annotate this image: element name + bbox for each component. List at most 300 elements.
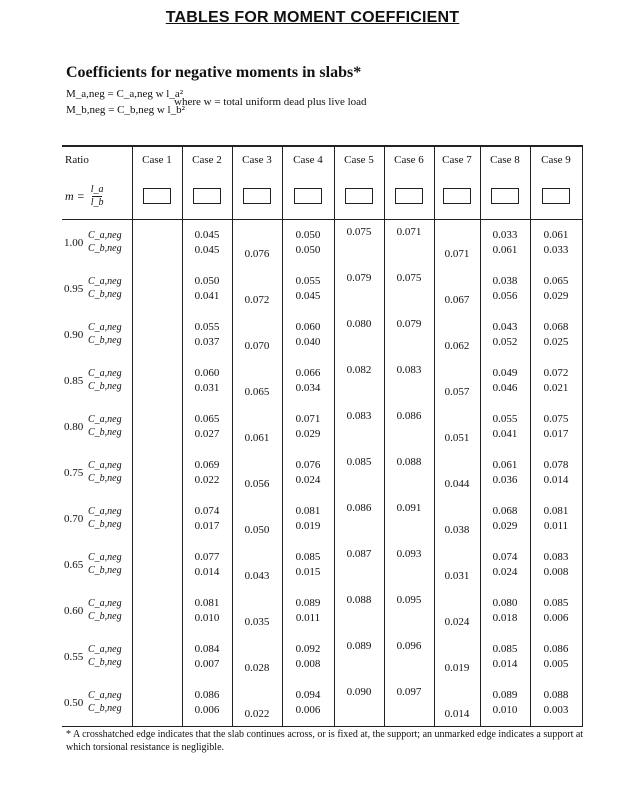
ratio-value: 0.95 bbox=[64, 283, 84, 295]
footnote: * A crosshatched edge indicates that the slab continues across, or is fixed at, the support; an unmarked edge indicates a support at which torsional resistance is negligible. bbox=[66, 729, 584, 753]
table-row bbox=[62, 588, 582, 634]
case-9-cell-a: 0.072 bbox=[543, 367, 569, 379]
case-3-cell bbox=[233, 634, 282, 680]
case-3-cell bbox=[233, 220, 282, 266]
case-9-cell-a: 0.085 bbox=[543, 597, 569, 609]
slab-case-4-icon bbox=[294, 188, 322, 204]
table-row bbox=[62, 220, 582, 267]
case-9-cell-b: 0.017 bbox=[543, 428, 569, 440]
ratio-value: 0.90 bbox=[64, 329, 84, 341]
case-5-cell bbox=[335, 588, 384, 634]
case-5-cell bbox=[335, 312, 384, 358]
case-4-cell-a: 0.094 bbox=[295, 689, 321, 701]
ca-neg-label: C_a,neg bbox=[88, 506, 122, 517]
moment-formulas bbox=[66, 86, 185, 118]
case-8-cell-a: 0.068 bbox=[492, 505, 518, 517]
case-3-cell-value: 0.028 bbox=[244, 662, 270, 674]
case-1-cell bbox=[133, 266, 182, 312]
case-4-cell-b: 0.040 bbox=[295, 336, 321, 348]
case-7-cell-value: 0.031 bbox=[444, 570, 470, 582]
table-row bbox=[62, 266, 582, 312]
case-8-cell bbox=[481, 588, 530, 634]
case-4-header: Case 4 bbox=[282, 146, 334, 173]
case-6-cell bbox=[385, 634, 434, 680]
case-4-cell bbox=[283, 634, 334, 680]
case-6-header: Case 6 bbox=[384, 146, 434, 173]
case-8-cell bbox=[481, 634, 530, 680]
case-7-cell-value: 0.038 bbox=[444, 524, 470, 536]
case-4-cell bbox=[283, 542, 334, 588]
case-8-cell bbox=[481, 680, 530, 726]
coef-labels bbox=[88, 597, 122, 623]
case-6-cell-value: 0.088 bbox=[396, 456, 422, 468]
ca-neg-label: C_a,neg bbox=[88, 230, 122, 241]
case-8-cell-b: 0.018 bbox=[492, 612, 518, 624]
coef-labels bbox=[88, 275, 122, 301]
case-7-cell-value: 0.051 bbox=[444, 432, 470, 444]
case-4-cell-a: 0.092 bbox=[295, 643, 321, 655]
case-9-cell bbox=[531, 358, 582, 404]
case-2-cell-a: 0.077 bbox=[194, 551, 220, 563]
case-5-cell-value: 0.080 bbox=[346, 318, 372, 330]
case-5-cell bbox=[335, 496, 384, 542]
table-subtitle: Coefficients for negative moments in slabs* bbox=[66, 64, 362, 81]
case-3-cell bbox=[233, 266, 282, 312]
case-7-cell-value: 0.044 bbox=[444, 478, 470, 490]
case-9-cell-b: 0.025 bbox=[543, 336, 569, 348]
case-5-cell-value: 0.075 bbox=[346, 226, 372, 238]
cb-neg-label: C_b,neg bbox=[88, 289, 122, 300]
case-4-cell bbox=[283, 680, 334, 726]
case-9-cell-a: 0.065 bbox=[543, 275, 569, 287]
case-8-cell-a: 0.038 bbox=[492, 275, 518, 287]
ratio-value: 0.80 bbox=[64, 421, 84, 433]
ratio-cell bbox=[62, 680, 132, 726]
coefficient-table bbox=[62, 145, 583, 727]
ca-neg-label: C_a,neg bbox=[88, 598, 122, 609]
cb-neg-label: C_b,neg bbox=[88, 519, 122, 530]
case-3-cell-value: 0.022 bbox=[244, 708, 270, 720]
slab-case-3-icon bbox=[243, 188, 271, 204]
case-7-cell-value: 0.019 bbox=[444, 662, 470, 674]
case-2-cell bbox=[183, 358, 232, 404]
case-5-cell-value: 0.089 bbox=[346, 640, 372, 652]
case-6-cell bbox=[385, 358, 434, 404]
case-2-cell-b: 0.010 bbox=[194, 612, 220, 624]
case-2-cell-a: 0.050 bbox=[194, 275, 220, 287]
case-9-cell-a: 0.075 bbox=[543, 413, 569, 425]
case-1-cell bbox=[133, 588, 182, 634]
case-3-cell-value: 0.070 bbox=[244, 340, 270, 352]
case-9-cell bbox=[531, 266, 582, 312]
case-3-cell-value: 0.043 bbox=[244, 570, 270, 582]
case-6-cell-value: 0.095 bbox=[396, 594, 422, 606]
case-2-cell bbox=[183, 266, 232, 312]
case-2-cell-a: 0.055 bbox=[194, 321, 220, 333]
slab-case-6-icon bbox=[395, 188, 423, 204]
ratio-cell bbox=[62, 588, 132, 634]
case-4-cell bbox=[283, 220, 334, 266]
cb-neg-label: C_b,neg bbox=[88, 427, 122, 438]
ratio-value: 0.70 bbox=[64, 513, 84, 525]
case-3-cell-value: 0.072 bbox=[244, 294, 270, 306]
case-6-cell bbox=[385, 542, 434, 588]
case-6-cell-value: 0.097 bbox=[396, 686, 422, 698]
page-title: TABLES FOR MOMENT COEFFICIENT bbox=[165, 9, 460, 26]
case-4-cell bbox=[283, 312, 334, 358]
case-8-cell-b: 0.029 bbox=[492, 520, 518, 532]
case-8-cell bbox=[481, 542, 530, 588]
table-row bbox=[62, 450, 582, 496]
ratio-cell bbox=[62, 266, 132, 312]
case-4-cell bbox=[283, 496, 334, 542]
case-8-cell-a: 0.089 bbox=[492, 689, 518, 701]
ratio-cell bbox=[62, 634, 132, 680]
ratio-fraction bbox=[91, 185, 104, 208]
case-8-cell-b: 0.041 bbox=[492, 428, 518, 440]
table-row bbox=[62, 404, 582, 450]
case-9-cell-a: 0.081 bbox=[543, 505, 569, 517]
case-3-cell bbox=[233, 496, 282, 542]
case-8-cell bbox=[481, 496, 530, 542]
ratio-value: 0.65 bbox=[64, 559, 84, 571]
case-9-cell-a: 0.086 bbox=[543, 643, 569, 655]
ratio-cell bbox=[62, 542, 132, 588]
case-6-cell-value: 0.079 bbox=[396, 318, 422, 330]
coef-labels bbox=[88, 643, 122, 669]
case-4-cell bbox=[283, 450, 334, 496]
case-5-cell bbox=[335, 680, 384, 726]
case-3-cell bbox=[233, 404, 282, 450]
case-6-cell bbox=[385, 312, 434, 358]
case-2-cell-b: 0.022 bbox=[194, 474, 220, 486]
case-9-cell-b: 0.014 bbox=[543, 474, 569, 486]
case-9-cell-b: 0.033 bbox=[543, 244, 569, 256]
ca-neg-label: C_a,neg bbox=[88, 368, 122, 379]
case-8-cell-a: 0.049 bbox=[492, 367, 518, 379]
coef-labels bbox=[88, 413, 122, 439]
case-4-cell-b: 0.024 bbox=[295, 474, 321, 486]
formula-b: M_b,neg = C_b,neg w l_b² bbox=[66, 104, 185, 116]
ca-neg-label: C_a,neg bbox=[88, 644, 122, 655]
coef-labels bbox=[88, 459, 122, 485]
case-3-cell-value: 0.065 bbox=[244, 386, 270, 398]
case-3-cell bbox=[233, 588, 282, 634]
ratio-header: Ratio bbox=[62, 146, 132, 173]
case-4-cell bbox=[283, 404, 334, 450]
cb-neg-label: C_b,neg bbox=[88, 473, 122, 484]
case-7-cell-value: 0.071 bbox=[444, 248, 470, 260]
ratio-value: 0.55 bbox=[64, 651, 84, 663]
ratio-cell bbox=[62, 358, 132, 404]
case-2-cell-b: 0.031 bbox=[194, 382, 220, 394]
case-9-cell bbox=[531, 542, 582, 588]
cb-neg-label: C_b,neg bbox=[88, 703, 122, 714]
case-9-cell-b: 0.021 bbox=[543, 382, 569, 394]
slab-case-1-icon bbox=[143, 188, 171, 204]
case-1-cell bbox=[133, 220, 182, 266]
cb-neg-label: C_b,neg bbox=[88, 657, 122, 668]
case-7-cell bbox=[435, 634, 480, 680]
case-9-cell-b: 0.006 bbox=[543, 612, 569, 624]
case-4-cell-a: 0.076 bbox=[295, 459, 321, 471]
case-9-cell bbox=[531, 450, 582, 496]
slab-case-9-icon bbox=[542, 188, 570, 204]
case-9-cell bbox=[531, 680, 582, 726]
case-2-cell bbox=[183, 404, 232, 450]
case-8-cell-b: 0.052 bbox=[492, 336, 518, 348]
case-5-cell-value: 0.090 bbox=[346, 686, 372, 698]
case-1-cell bbox=[133, 358, 182, 404]
case-6-cell bbox=[385, 266, 434, 312]
table-row bbox=[62, 358, 582, 404]
case-7-cell bbox=[435, 680, 480, 726]
case-5-cell bbox=[335, 266, 384, 312]
case-4-cell-b: 0.006 bbox=[295, 704, 321, 716]
case-3-cell-value: 0.035 bbox=[244, 616, 270, 628]
case-4-cell-b: 0.029 bbox=[295, 428, 321, 440]
case-6-cell-value: 0.093 bbox=[396, 548, 422, 560]
case-2-cell-b: 0.045 bbox=[194, 244, 220, 256]
case-2-cell-b: 0.006 bbox=[194, 704, 220, 716]
case-6-cell bbox=[385, 680, 434, 726]
case-7-header: Case 7 bbox=[434, 146, 480, 173]
coef-labels bbox=[88, 689, 122, 715]
case-7-cell bbox=[435, 312, 480, 358]
case-7-cell bbox=[435, 404, 480, 450]
case-8-cell-b: 0.036 bbox=[492, 474, 518, 486]
case-5-cell-value: 0.083 bbox=[346, 410, 372, 422]
case-8-cell bbox=[481, 450, 530, 496]
case-9-cell bbox=[531, 496, 582, 542]
case-3-cell bbox=[233, 680, 282, 726]
where-note: where w = total uniform dead plus live load bbox=[174, 96, 367, 108]
case-8-cell-a: 0.085 bbox=[492, 643, 518, 655]
case-4-cell-a: 0.071 bbox=[295, 413, 321, 425]
case-3-cell-value: 0.050 bbox=[244, 524, 270, 536]
table-row bbox=[62, 680, 582, 727]
case-4-cell-a: 0.055 bbox=[295, 275, 321, 287]
case-3-cell bbox=[233, 312, 282, 358]
case-9-cell-a: 0.083 bbox=[543, 551, 569, 563]
case-2-cell bbox=[183, 542, 232, 588]
case-5-cell-value: 0.079 bbox=[346, 272, 372, 284]
case-5-cell bbox=[335, 634, 384, 680]
case-1-cell bbox=[133, 634, 182, 680]
ratio-value: 0.85 bbox=[64, 375, 84, 387]
case-8-cell-b: 0.024 bbox=[492, 566, 518, 578]
ratio-cell bbox=[62, 496, 132, 542]
cb-neg-label: C_b,neg bbox=[88, 381, 122, 392]
case-7-cell bbox=[435, 542, 480, 588]
case-9-cell-b: 0.011 bbox=[543, 520, 569, 532]
case-4-cell bbox=[283, 588, 334, 634]
case-9-cell-b: 0.003 bbox=[543, 704, 569, 716]
case-3-cell-value: 0.061 bbox=[244, 432, 270, 444]
coef-labels bbox=[88, 321, 122, 347]
cb-neg-label: C_b,neg bbox=[88, 335, 122, 346]
case-8-cell bbox=[481, 220, 530, 266]
case-4-cell-b: 0.050 bbox=[295, 244, 321, 256]
case-9-cell-b: 0.008 bbox=[543, 566, 569, 578]
case-9-cell-a: 0.078 bbox=[543, 459, 569, 471]
fraction-numerator: l_a bbox=[90, 183, 104, 195]
slab-case-8-icon bbox=[491, 188, 519, 204]
table-row bbox=[62, 542, 582, 588]
case-1-cell bbox=[133, 404, 182, 450]
case-9-header: Case 9 bbox=[530, 146, 582, 173]
case-4-cell bbox=[283, 266, 334, 312]
formula-a: M_a,neg = C_a,neg w l_a² bbox=[66, 88, 184, 100]
case-2-cell bbox=[183, 450, 232, 496]
case-9-cell bbox=[531, 588, 582, 634]
ratio-value: 0.50 bbox=[64, 697, 84, 709]
case-2-cell-b: 0.017 bbox=[194, 520, 220, 532]
case-4-cell-b: 0.011 bbox=[295, 612, 321, 624]
case-2-cell-b: 0.037 bbox=[194, 336, 220, 348]
slab-case-7-icon bbox=[443, 188, 471, 204]
ratio-value: 1.00 bbox=[64, 237, 84, 249]
case-4-cell-a: 0.085 bbox=[295, 551, 321, 563]
case-2-cell bbox=[183, 634, 232, 680]
ca-neg-label: C_a,neg bbox=[88, 552, 122, 563]
case-1-cell bbox=[133, 542, 182, 588]
case-2-cell-a: 0.045 bbox=[194, 229, 220, 241]
case-8-cell bbox=[481, 404, 530, 450]
case-2-cell bbox=[183, 496, 232, 542]
table-row bbox=[62, 496, 582, 542]
case-7-cell bbox=[435, 220, 480, 266]
case-5-cell bbox=[335, 220, 384, 266]
case-5-cell-value: 0.088 bbox=[346, 594, 372, 606]
case-4-cell-a: 0.066 bbox=[295, 367, 321, 379]
coef-labels bbox=[88, 551, 122, 577]
case-9-cell-b: 0.029 bbox=[543, 290, 569, 302]
case-diagram-row bbox=[62, 173, 582, 220]
case-2-cell bbox=[183, 312, 232, 358]
case-6-cell-value: 0.071 bbox=[396, 226, 422, 238]
ratio-cell bbox=[62, 450, 132, 496]
case-2-header: Case 2 bbox=[182, 146, 232, 173]
case-4-cell-b: 0.034 bbox=[295, 382, 321, 394]
case-8-cell-a: 0.033 bbox=[492, 229, 518, 241]
case-3-cell bbox=[233, 358, 282, 404]
case-4-cell-b: 0.045 bbox=[295, 290, 321, 302]
slab-case-2-icon bbox=[193, 188, 221, 204]
fraction-denominator: l_b bbox=[90, 196, 104, 208]
m-label: m = bbox=[65, 188, 85, 203]
ratio-cell bbox=[62, 404, 132, 450]
ratio-value: 0.60 bbox=[64, 605, 84, 617]
case-1-cell bbox=[133, 312, 182, 358]
case-8-cell-a: 0.080 bbox=[492, 597, 518, 609]
case-5-cell bbox=[335, 542, 384, 588]
case-2-cell-a: 0.074 bbox=[194, 505, 220, 517]
case-8-cell-b: 0.014 bbox=[492, 658, 518, 670]
case-7-cell-value: 0.014 bbox=[444, 708, 470, 720]
ca-neg-label: C_a,neg bbox=[88, 322, 122, 333]
case-6-cell bbox=[385, 220, 434, 266]
ratio-cell bbox=[62, 220, 132, 266]
case-2-cell bbox=[183, 588, 232, 634]
ca-neg-label: C_a,neg bbox=[88, 414, 122, 425]
case-6-cell-value: 0.091 bbox=[396, 502, 422, 514]
case-6-cell bbox=[385, 588, 434, 634]
case-8-cell-b: 0.056 bbox=[492, 290, 518, 302]
cb-neg-label: C_b,neg bbox=[88, 565, 122, 576]
coef-labels bbox=[88, 367, 122, 393]
case-3-cell bbox=[233, 542, 282, 588]
ca-neg-label: C_a,neg bbox=[88, 460, 122, 471]
case-8-cell-b: 0.010 bbox=[492, 704, 518, 716]
case-7-cell-value: 0.067 bbox=[444, 294, 470, 306]
coef-labels bbox=[88, 505, 122, 531]
table-row bbox=[62, 634, 582, 680]
case-2-cell-b: 0.027 bbox=[194, 428, 220, 440]
case-8-cell-a: 0.043 bbox=[492, 321, 518, 333]
case-3-header: Case 3 bbox=[232, 146, 282, 173]
case-2-cell-a: 0.084 bbox=[194, 643, 220, 655]
table-row bbox=[62, 312, 582, 358]
case-1-cell bbox=[133, 450, 182, 496]
case-4-cell-a: 0.089 bbox=[295, 597, 321, 609]
case-6-cell-value: 0.096 bbox=[396, 640, 422, 652]
ratio-definition bbox=[62, 185, 132, 208]
case-7-cell-value: 0.024 bbox=[444, 616, 470, 628]
case-4-cell bbox=[283, 358, 334, 404]
case-7-cell-value: 0.062 bbox=[444, 340, 470, 352]
case-6-cell-value: 0.083 bbox=[396, 364, 422, 376]
case-9-cell-a: 0.068 bbox=[543, 321, 569, 333]
case-2-cell bbox=[183, 220, 232, 266]
case-8-cell bbox=[481, 358, 530, 404]
case-5-cell-value: 0.087 bbox=[346, 548, 372, 560]
case-5-cell-value: 0.086 bbox=[346, 502, 372, 514]
ca-neg-label: C_a,neg bbox=[88, 690, 122, 701]
slab-case-5-icon bbox=[345, 188, 373, 204]
case-8-cell-a: 0.061 bbox=[492, 459, 518, 471]
case-3-cell-value: 0.076 bbox=[244, 248, 270, 260]
case-5-cell-value: 0.085 bbox=[346, 456, 372, 468]
case-7-cell bbox=[435, 588, 480, 634]
case-6-cell bbox=[385, 496, 434, 542]
case-9-cell bbox=[531, 404, 582, 450]
case-7-cell-value: 0.057 bbox=[444, 386, 470, 398]
case-8-cell-a: 0.074 bbox=[492, 551, 518, 563]
case-2-cell bbox=[183, 680, 232, 726]
case-4-cell-b: 0.019 bbox=[295, 520, 321, 532]
case-1-cell bbox=[133, 496, 182, 542]
ratio-value: 0.75 bbox=[64, 467, 84, 479]
case-4-cell-a: 0.081 bbox=[295, 505, 321, 517]
case-6-cell-value: 0.075 bbox=[396, 272, 422, 284]
case-7-cell bbox=[435, 358, 480, 404]
case-8-cell-b: 0.046 bbox=[492, 382, 518, 394]
cb-neg-label: C_b,neg bbox=[88, 243, 122, 254]
case-2-cell-a: 0.065 bbox=[194, 413, 220, 425]
case-8-cell bbox=[481, 312, 530, 358]
case-9-cell-a: 0.061 bbox=[543, 229, 569, 241]
case-6-cell bbox=[385, 450, 434, 496]
coef-labels bbox=[88, 229, 122, 255]
case-9-cell bbox=[531, 220, 582, 266]
header-row bbox=[62, 146, 582, 173]
case-2-cell-a: 0.060 bbox=[194, 367, 220, 379]
case-8-cell-a: 0.055 bbox=[492, 413, 518, 425]
case-7-cell bbox=[435, 450, 480, 496]
case-5-cell bbox=[335, 358, 384, 404]
case-4-cell-b: 0.015 bbox=[295, 566, 321, 578]
